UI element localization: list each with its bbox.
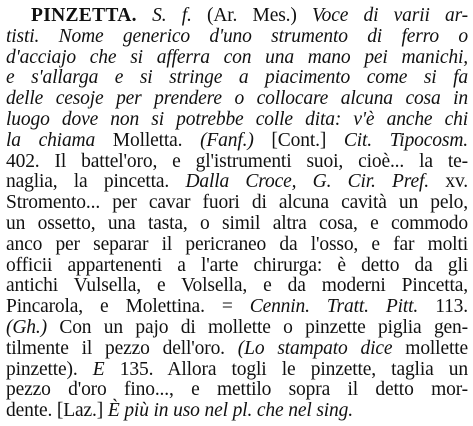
text-segment: (Ar. Mes.)	[191, 5, 313, 26]
text-segment: antichi Vulsella, e Volsella, e da moderni Pincetta,	[6, 275, 468, 297]
italic-text-segment: delle cesoje per prendere o collocare alcuna cosa in	[6, 88, 468, 110]
italic-text-segment: E	[92, 358, 105, 380]
entry-text-line	[6, 398, 468, 423]
italic-text-segment: la chiama	[6, 129, 113, 151]
italic-text-segment: Cennin. Tratt. Pitt.	[249, 296, 419, 318]
italic-text-segment: (Fanf.)	[200, 129, 254, 151]
italic-text-segment: È più in uso nel pl. che nel sing.	[107, 400, 353, 422]
text-segment: 113.	[418, 296, 468, 318]
text-segment: anco per separar il pericraneo da l'osso, e far molti	[6, 233, 468, 255]
text-segment: un ossetto, una tasta, o simil altra cosa, e commodo	[6, 213, 468, 234]
text-segment: pezzo d'oro fino..., e mettilo sopra il detto mor-	[6, 379, 468, 401]
headword: PINZETTA.	[31, 5, 137, 26]
text-segment: Con un pajo di mollette o pinzette piglia gen-	[46, 317, 468, 338]
text-segment: mollette	[392, 337, 468, 359]
text-segment: [Cont.]	[253, 129, 344, 151]
text-segment: tilmente il pezzo dell'oro.	[6, 337, 238, 359]
text-segment: 402. Il battel'oro, e gl'istrumenti suoi, cioè... la te-	[6, 150, 468, 172]
italic-text-segment: (Lo stampato dice	[237, 337, 393, 359]
dictionary-entry	[6, 3, 468, 423]
text-segment: dente. [Laz.]	[6, 400, 108, 422]
text-segment: pinzette).	[6, 358, 93, 380]
italic-text-segment: Voce di varii ar-	[312, 5, 468, 26]
italic-text-segment: e s'allarga e si stringe a piacimento come si fa	[6, 67, 468, 89]
text-segment: naglia, la pincetta.	[6, 171, 186, 193]
italic-text-segment: (Gh.)	[6, 317, 47, 338]
text-segment: Pincarola, e Molettina. =	[6, 296, 250, 318]
italic-text-segment: S. f.	[136, 5, 192, 26]
text-segment: officii appartenenti a l'arte chirurga: è detto da gli	[6, 254, 468, 276]
italic-text-segment: Dalla Croce, G. Cir. Pref.	[185, 171, 430, 193]
text-segment: xv.	[429, 171, 468, 193]
text-segment: Molletta.	[112, 129, 201, 151]
text-segment: Stromento... per cavar fuori di alcuna cavità un pelo,	[6, 192, 468, 214]
text-segment: 135. Allora togli le pinzette, taglia un	[104, 358, 468, 380]
italic-text-segment: d'acciajo che si afferra con una mano pei manichi,	[6, 46, 468, 68]
italic-text-segment: Cit. Tipocosm.	[343, 129, 468, 151]
italic-text-segment: tisti. Nome generico d'uno strumento di ferro o	[6, 25, 468, 47]
italic-text-segment: luogo dove non si potrebbe colle dita: v'è anche chi	[6, 109, 468, 130]
